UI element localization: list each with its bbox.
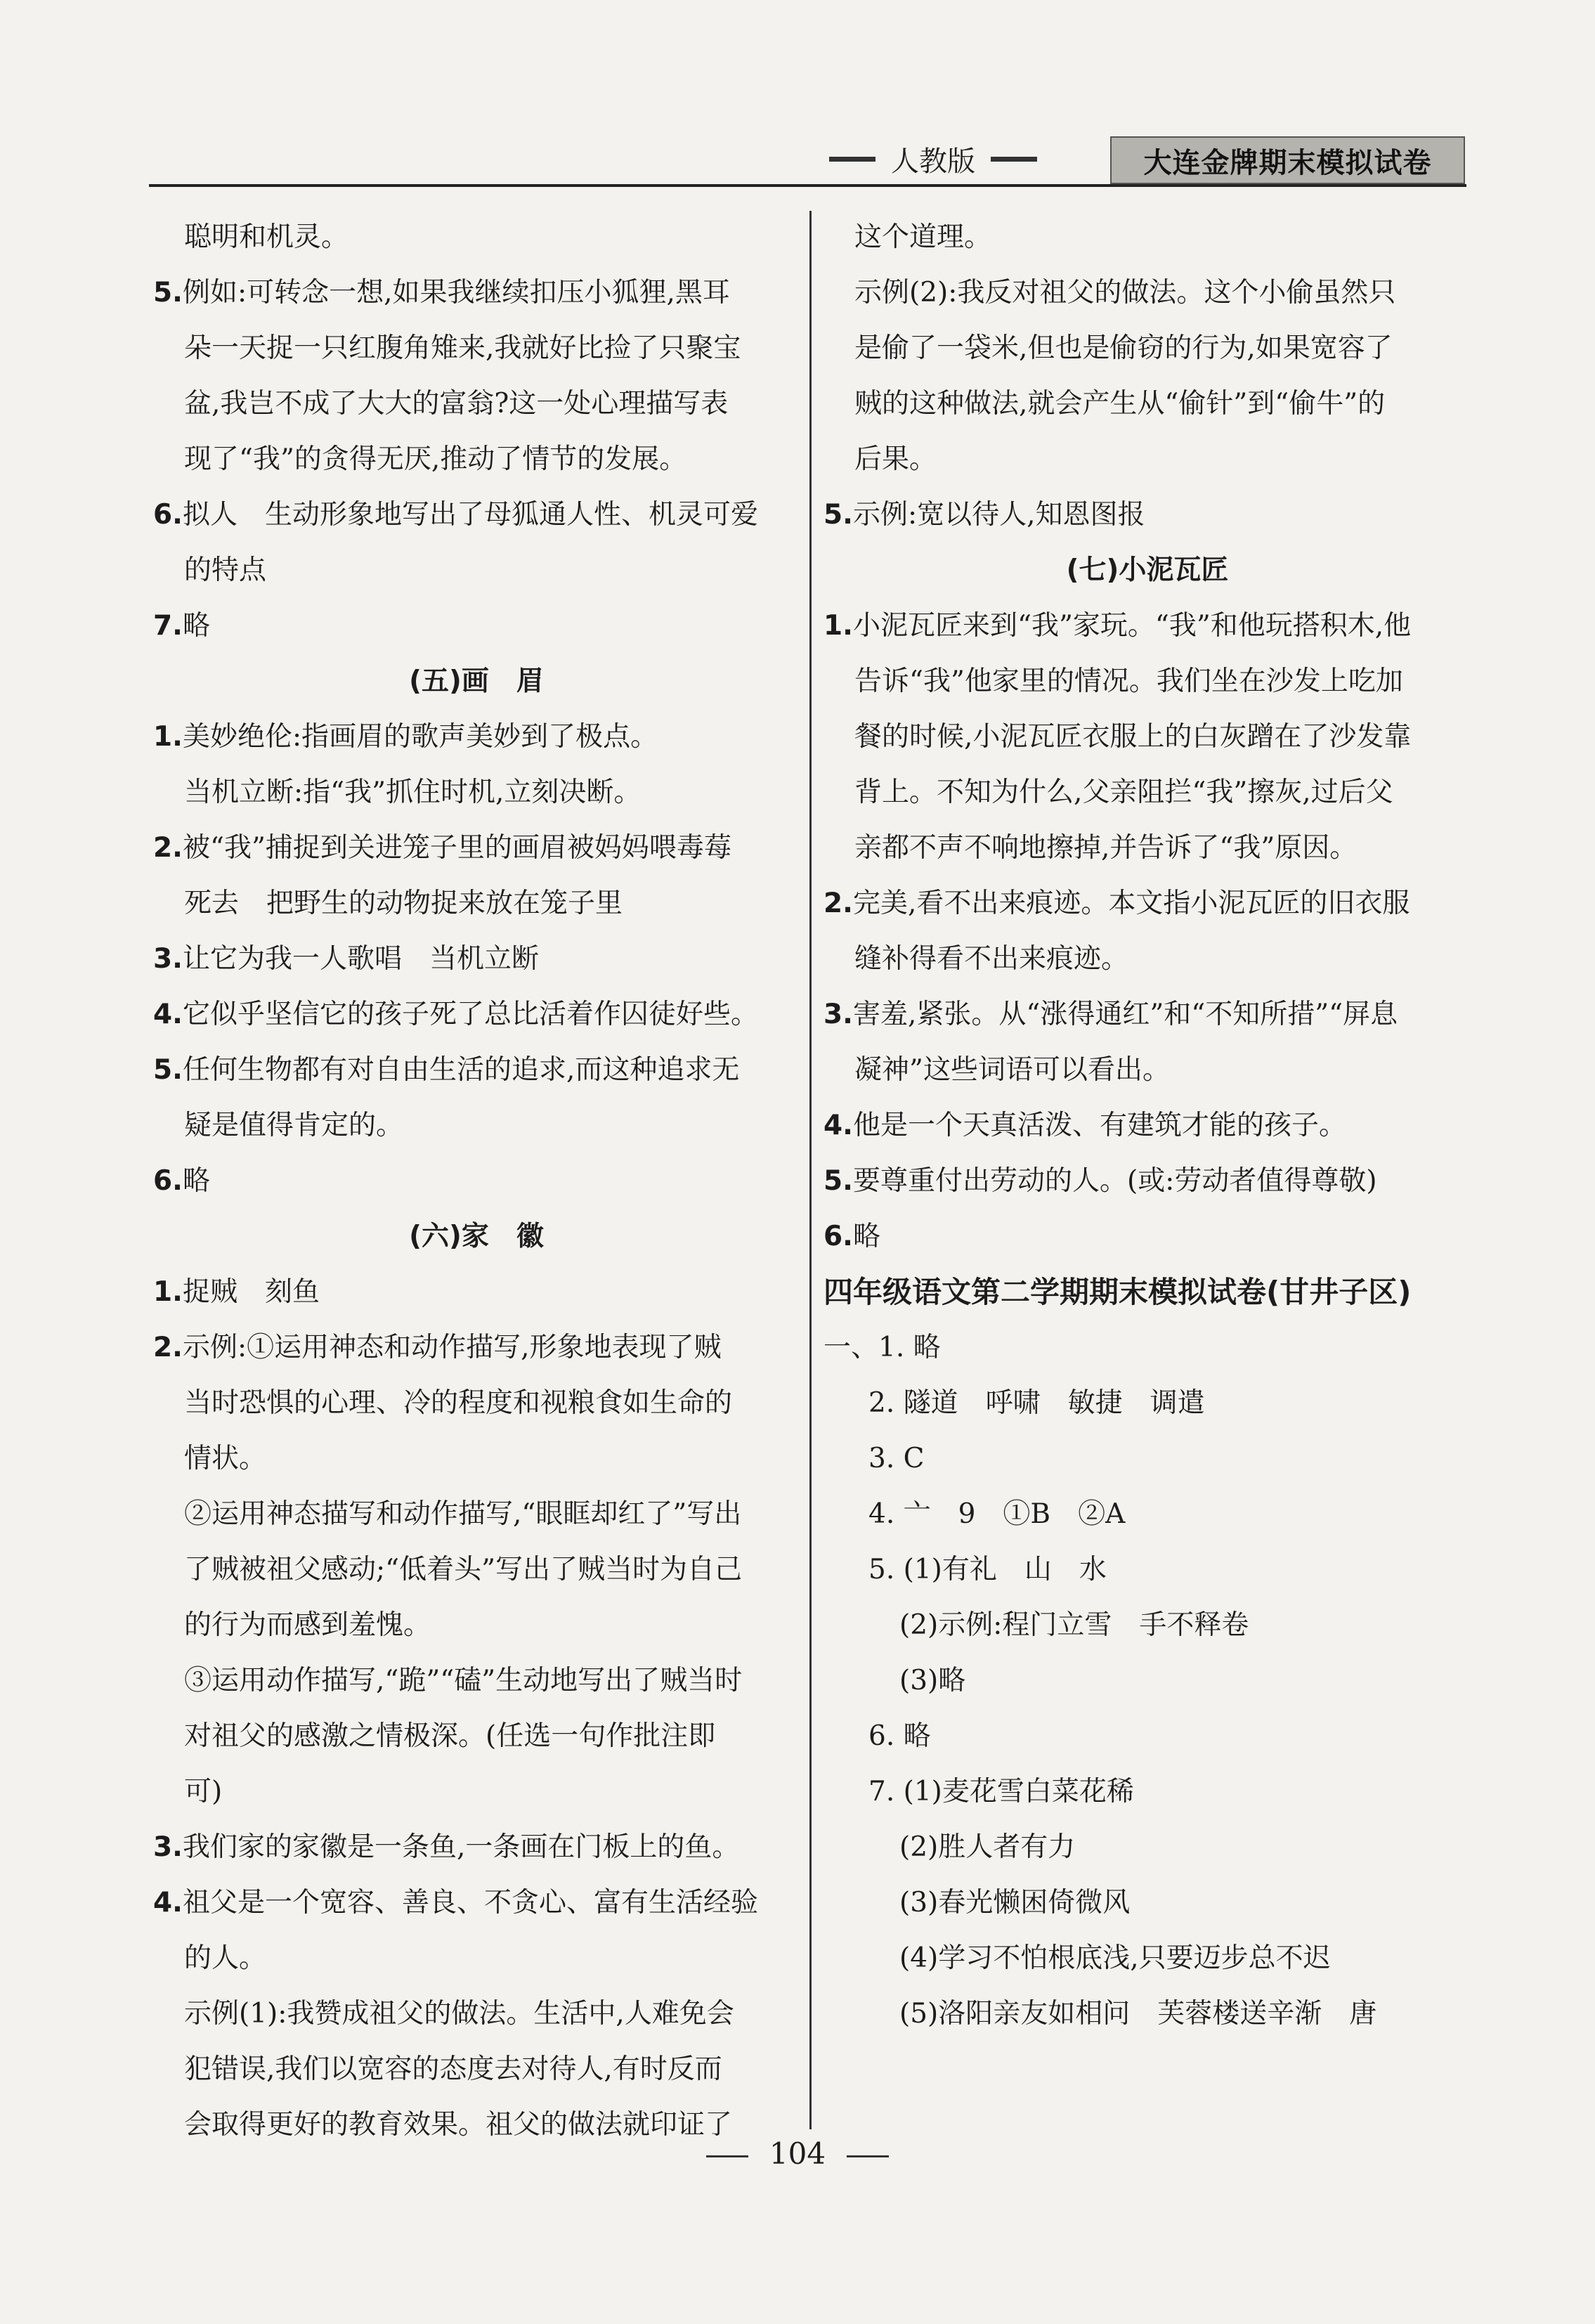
line-text: 告诉“我”他家里的情况。我们坐在沙发上吃加 <box>854 666 1403 697</box>
line-text: 犯错误,我们以宽容的态度去对待人,有时反而 <box>184 2053 722 2085</box>
answer-line <box>823 1153 1471 1209</box>
answer-line <box>153 1264 800 1320</box>
answer-line <box>823 931 1471 987</box>
answer-line <box>153 598 800 654</box>
answer-line <box>153 2041 800 2097</box>
answer-line <box>823 1209 1471 1264</box>
line-text: (2)胜人者有力 <box>899 1831 1076 1863</box>
answer-line <box>823 1431 1471 1486</box>
line-text: 死去 把野生的动物捉来放在笼子里 <box>184 888 623 919</box>
page-footer <box>0 2136 1595 2171</box>
answer-line <box>823 265 1471 320</box>
line-text: ②运用神态描写和动作描写,“眼眶却红了”写出 <box>184 1498 742 1530</box>
line-text: 害羞,紧张。从“涨得通红”和“不知所措”“屏息 <box>853 999 1398 1030</box>
line-text: (七)小泥瓦匠 <box>1066 554 1229 586</box>
line-text: 3. C <box>868 1443 925 1474</box>
answer-line <box>823 1375 1471 1431</box>
question-number: 1. <box>153 721 183 753</box>
question-number: 5. <box>153 1054 183 1086</box>
line-text: 的人。 <box>184 1942 267 1974</box>
answer-line <box>153 1486 800 1542</box>
answer-line <box>823 376 1471 431</box>
column-divider <box>809 211 812 2129</box>
line-text: 例如:可转念一想,如果我继续扣压小狐狸,黑耳 <box>183 277 730 309</box>
answer-line <box>823 876 1471 931</box>
answer-line <box>153 376 800 431</box>
question-number: 1. <box>823 610 853 642</box>
line-text: (2)示例:程门立雪 手不释卷 <box>899 1609 1249 1641</box>
answer-line <box>823 1819 1471 1875</box>
answer-line <box>153 876 800 931</box>
line-text: ③运用动作描写,“跪”“磕”生动地写出了贼当时 <box>184 1665 743 1696</box>
line-text: 6. 略 <box>868 1720 931 1752</box>
line-text: 示例(2):我反对祖父的做法。这个小偷虽然只 <box>854 277 1396 309</box>
line-text: 缝补得看不出来痕迹。 <box>854 943 1129 975</box>
line-text: 捉贼 刻鱼 <box>183 1276 320 1308</box>
answer-line <box>823 1930 1471 1986</box>
answer-line <box>153 820 800 876</box>
question-number: 3. <box>153 1831 183 1863</box>
answer-line <box>153 265 800 320</box>
right-column <box>823 209 1471 2041</box>
line-text: 的特点 <box>184 554 267 586</box>
line-text: (五)画 眉 <box>409 666 544 697</box>
answer-line <box>823 1986 1471 2041</box>
answer-line <box>823 1542 1471 1597</box>
answer-line <box>823 1708 1471 1764</box>
line-text: 的行为而感到羞愧。 <box>184 1609 431 1641</box>
line-text: 情状。 <box>184 1443 267 1474</box>
line-text: 让它为我一人歌唱 当机立断 <box>183 943 540 975</box>
answer-line <box>153 1597 800 1653</box>
answer-line <box>823 1597 1471 1653</box>
dash-decoration <box>829 157 875 162</box>
line-text: 凝神”这些词语可以看出。 <box>854 1054 1170 1086</box>
section-heading <box>823 543 1471 598</box>
line-text: 聪明和机灵。 <box>184 221 349 253</box>
exam-title <box>823 1264 1471 1320</box>
line-text: 了贼被祖父感动;“低着头”写出了贼当时为自己 <box>184 1554 743 1585</box>
answer-line <box>153 1542 800 1597</box>
answer-line <box>153 931 800 987</box>
answer-line <box>153 1875 800 1930</box>
answer-line <box>153 1042 800 1098</box>
question-number: 1. <box>153 1276 183 1308</box>
page-number: 104 <box>769 2136 826 2171</box>
line-text: 他是一个天真活泼、有建筑才能的孩子。 <box>853 1110 1347 1141</box>
question-number: 4. <box>153 999 183 1030</box>
answer-line <box>823 1042 1471 1098</box>
answer-line <box>823 654 1471 709</box>
answer-line <box>823 487 1471 543</box>
question-number: 6. <box>153 1165 183 1197</box>
question-number: 2. <box>153 832 183 864</box>
line-text: 这个道理。 <box>854 221 992 253</box>
left-column <box>153 209 800 2153</box>
line-text: 任何生物都有对自由生活的追求,而这种追求无 <box>183 1054 740 1086</box>
series-title: 大连金牌期末模拟试卷 <box>1143 145 1432 179</box>
line-text: (六)家 徽 <box>409 1221 544 1252</box>
line-text: 要尊重付出劳动的人。(或:劳动者值得尊敬) <box>853 1165 1377 1197</box>
question-number: 6. <box>823 1221 853 1252</box>
line-text: (3)略 <box>899 1665 966 1696</box>
answer-line <box>153 1930 800 1986</box>
line-text: 餐的时候,小泥瓦匠衣服上的白灰蹭在了沙发靠 <box>854 721 1412 753</box>
answer-line <box>153 1431 800 1486</box>
line-text: 会取得更好的教育效果。祖父的做法就印证了 <box>184 2109 733 2141</box>
answer-line <box>153 209 800 265</box>
answer-line <box>823 209 1471 265</box>
question-number: 3. <box>153 943 183 975</box>
question-number: 3. <box>823 999 853 1030</box>
line-text: 被“我”捕捉到关进笼子里的画眉被妈妈喂毒莓 <box>183 832 731 864</box>
edition-text: 人教版 <box>891 145 975 178</box>
answer-line <box>823 320 1471 376</box>
question-number: 4. <box>153 1887 183 1919</box>
answer-line <box>823 1653 1471 1708</box>
line-text: 示例:宽以待人,知恩图报 <box>853 499 1145 531</box>
line-text: 是偷了一袋米,但也是偷窃的行为,如果宽容了 <box>854 332 1393 364</box>
line-text: (4)学习不怕根底浅,只要迈步总不迟 <box>899 1942 1331 1974</box>
answer-line <box>823 820 1471 876</box>
answer-line <box>823 598 1471 654</box>
question-number: 7. <box>153 610 183 642</box>
line-text: 朵一天捉一只红腹角雉来,我就好比捡了只聚宝 <box>184 332 741 364</box>
question-number: 6. <box>153 499 183 531</box>
line-text: 后果。 <box>854 443 937 475</box>
answer-line <box>153 709 800 765</box>
line-text: 我们家的家徽是一条鱼,一条画在门板上的鱼。 <box>183 1831 740 1863</box>
answer-line <box>823 987 1471 1042</box>
answer-line <box>823 1320 1471 1375</box>
answer-line <box>153 1708 800 1764</box>
answer-line <box>823 1486 1471 1542</box>
answer-line <box>153 765 800 820</box>
line-text: 一、1. 略 <box>823 1332 941 1363</box>
line-text: 拟人 生动形象地写出了母狐通人性、机灵可爱 <box>183 499 759 531</box>
answer-line <box>153 543 800 598</box>
line-text: 当机立断:指“我”抓住时机,立刻决断。 <box>184 777 642 808</box>
header-rule <box>149 184 1466 187</box>
question-number: 4. <box>823 1110 853 1141</box>
line-text: 现了“我”的贪得无厌,推动了情节的发展。 <box>184 443 687 475</box>
answer-line <box>823 1098 1471 1153</box>
dash-decoration <box>847 2155 889 2157</box>
section-heading <box>153 654 800 709</box>
answer-line <box>153 1098 800 1153</box>
answer-line <box>153 431 800 487</box>
dash-decoration <box>706 2155 748 2157</box>
answer-line <box>823 765 1471 820</box>
edition-label <box>829 138 1037 180</box>
answer-line <box>153 1819 800 1875</box>
line-text: 疑是值得肯定的。 <box>184 1110 404 1141</box>
line-text: 略 <box>853 1221 881 1252</box>
line-text: 略 <box>183 610 211 642</box>
line-text: 亲都不声不响地擦掉,并告诉了“我”原因。 <box>854 832 1358 864</box>
question-number: 5. <box>823 1165 853 1197</box>
line-text: 2. 隧道 呼啸 敏捷 调遣 <box>868 1387 1205 1419</box>
line-text: 对祖父的感激之情极深。(任选一句作批注即 <box>184 1720 716 1752</box>
line-text: (5)洛阳亲友如相问 芙蓉楼送辛渐 唐 <box>899 1998 1377 2030</box>
answer-line <box>153 1320 800 1375</box>
answer-line <box>823 709 1471 765</box>
dash-decoration <box>991 157 1037 162</box>
line-text: 略 <box>183 1165 211 1197</box>
answer-line <box>823 1764 1471 1819</box>
line-text: 背上。不知为什么,父亲阻拦“我”擦灰,过后父 <box>854 777 1393 808</box>
answer-line <box>153 1653 800 1708</box>
line-text: 可) <box>184 1776 223 1807</box>
question-number: 5. <box>823 499 853 531</box>
question-number: 2. <box>153 1332 183 1363</box>
answer-line <box>153 1986 800 2041</box>
answer-line <box>153 1153 800 1209</box>
answer-line <box>153 1764 800 1819</box>
answer-line <box>153 1375 800 1431</box>
answer-line <box>823 431 1471 487</box>
line-text: 祖父是一个宽容、善良、不贪心、富有生活经验 <box>183 1887 759 1919</box>
line-text: 完美,看不出来痕迹。本文指小泥瓦匠的旧衣服 <box>853 888 1410 919</box>
line-text: 四年级语文第二学期期末模拟试卷(甘井子区) <box>823 1275 1412 1309</box>
line-text: 7. (1)麦花雪白菜花稀 <box>868 1776 1134 1807</box>
line-text: 盆,我岂不成了大大的富翁?这一处心理描写表 <box>184 388 729 420</box>
line-text: 美妙绝伦:指画眉的歌声美妙到了极点。 <box>183 721 658 753</box>
line-text: 它似乎坚信它的孩子死了总比活着作囚徒好些。 <box>183 999 759 1030</box>
line-text: 5. (1)有礼 山 水 <box>868 1554 1107 1585</box>
line-text: 当时恐惧的心理、冷的程度和视粮食如生命的 <box>184 1387 733 1419</box>
answer-line <box>153 987 800 1042</box>
line-text: 示例:①运用神态和动作描写,形象地表现了贼 <box>183 1332 722 1363</box>
question-number: 5. <box>153 277 183 309</box>
section-heading <box>153 1209 800 1264</box>
answer-line <box>153 320 800 376</box>
line-text: 4. 亠 9 ①B ②A <box>868 1498 1126 1530</box>
series-title-box <box>1110 136 1465 184</box>
line-text: 示例(1):我赞成祖父的做法。生活中,人难免会 <box>184 1998 734 2030</box>
answer-line <box>823 1875 1471 1930</box>
line-text: 小泥瓦匠来到“我”家玩。“我”和他玩搭积木,他 <box>853 610 1412 642</box>
question-number: 2. <box>823 888 853 919</box>
answer-line <box>153 487 800 543</box>
line-text: (3)春光懒困倚微风 <box>899 1887 1131 1919</box>
line-text: 贼的这种做法,就会产生从“偷针”到“偷牛”的 <box>854 388 1386 420</box>
